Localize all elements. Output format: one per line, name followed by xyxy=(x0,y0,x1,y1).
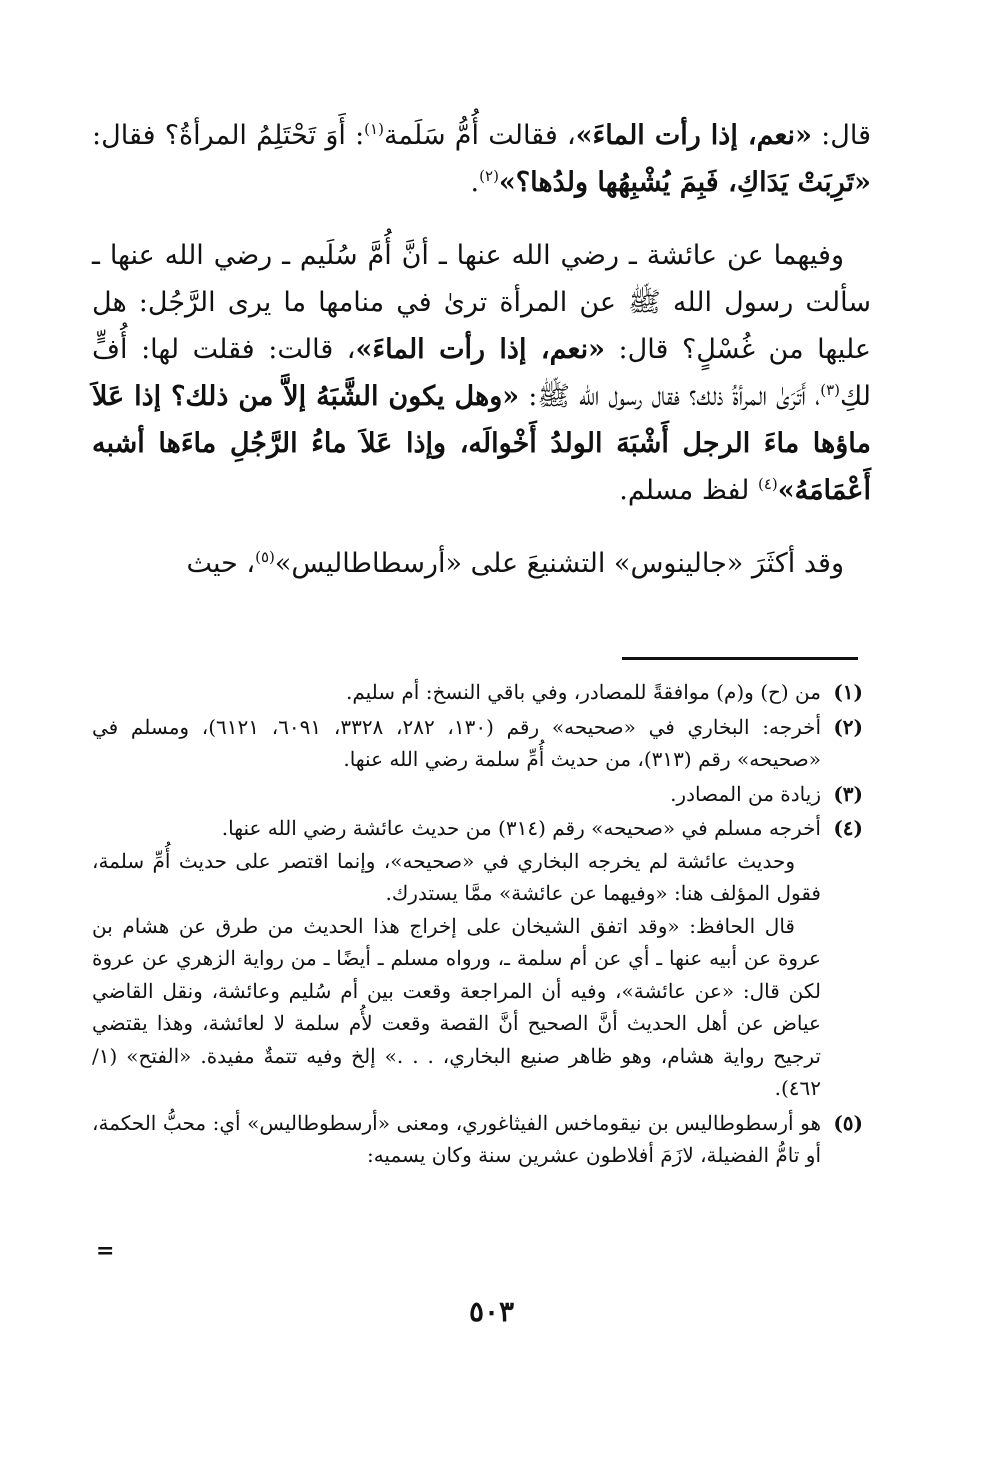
paragraph xyxy=(92,112,871,206)
footnote xyxy=(92,711,863,776)
footnote-ref[interactable]: (١) xyxy=(364,120,384,138)
paragraph xyxy=(92,232,871,514)
footnote-body xyxy=(92,812,821,1105)
text-run: ، أَتَرَىٰ المرأةُ ذلك؟ فقال رسول الله ﷺ: xyxy=(519,381,821,412)
hadith-quote: «نعم، إذا رأت الماءَ» xyxy=(355,334,605,365)
hadith-quote: «تَرِبَتْ يَدَاكِ، فَبِمَ يُشْبِهُها ولدُها؟» xyxy=(498,167,871,198)
footnote-ref[interactable]: (٣) xyxy=(820,381,840,399)
footnote xyxy=(92,812,863,1105)
footnote xyxy=(92,1107,863,1172)
text-run: وفيهما عن عائشة ـ رضي الله عنها ـ أنَّ أُمَّ سُلَيم ـ رضي الله عنها ـ سألت رسول الله ﷺ عن المرأة ترىٰ في منامها ما يرى الرَّجُل: هل عليها من غُسْلٍ؟ قال: xyxy=(92,240,872,365)
footnote xyxy=(92,778,863,811)
footnote-number: (٢) xyxy=(833,714,863,739)
text-run: قال: xyxy=(811,120,872,151)
footnote-number: (٤) xyxy=(833,816,863,840)
hadith-quote: «وهل يكون الشَّبَهُ إلاَّ من ذلك؟ إذا عَلاَ ماؤها ماءَ الرجل أَشْبَهَ الولدُ أَخْوالَه، وإذا عَلاَ ماءُ الرَّجُلِ ماءَها أشبه أَعْمَامَهُ» xyxy=(92,381,871,506)
footnote xyxy=(92,676,863,709)
text-run: ، قالت: فقلت لها: أُفٍّ لكِ xyxy=(92,334,871,412)
text-run: ، فقالت أُمُّ سَلَمة xyxy=(383,120,576,151)
footnote-text: أخرجه: البخاري في «صحيحه» رقم (١٣٠، ٢٨٢، ٣٣٢٨، ٦٠٩١، ٦١٢١)، ومسلم في «صحيحه» رقم (٣١٣)، من حديث أُمِّ سلمة رضي الله عنها. xyxy=(92,714,822,771)
continuation-mark: = xyxy=(96,1238,115,1264)
footnote-text: قال الحافظ: «وقد اتفق الشيخان على إخراج هذا الحديث من طرق عن هشام بن عروة عن أبيه عنها ـ أي عن أم سلمة ـ، ورواه مسلم ـ أيضًا ـ من رواية الزهري عن عروة لكن قال: «عن عائشة»، وفيه أن المراجعة وقعت بين أم سُليم وعائشة، ونقل القاضي عياض عن أهل الحديث أنَّ الصحيح أنَّ القصة وقعت لأُم سلمة لا لعائشة، وهذا يقتضي ترجيح رواية هشام، وهو ظاهر صنيع البخاري، . . .» إلخ وفيه تتمةٌ مفيدة. «الفتح» (١/ ٤٦٢). xyxy=(92,913,821,1100)
footnotes xyxy=(92,676,863,1174)
footnote-ref[interactable]: (٢) xyxy=(479,167,499,185)
footnote-ref[interactable]: (٤) xyxy=(757,475,778,493)
footnote-text: من (ح) و(م) موافقةً للمصادر، وفي باقي النسخ: أم سليم. xyxy=(345,680,821,704)
footnote-number: (٣) xyxy=(833,781,863,806)
text-run: . xyxy=(470,167,480,198)
footnote-ref[interactable]: (٥) xyxy=(255,548,275,566)
hadith-quote: «نعم، إذا رأت الماءَ» xyxy=(575,120,812,151)
text-run: ، حيث xyxy=(186,548,256,579)
paragraph xyxy=(92,540,871,587)
page-number: ٥٠٣ xyxy=(468,1295,515,1328)
footnote-body xyxy=(92,711,821,776)
footnote-body xyxy=(92,778,821,811)
footnote-text: وحديث عائشة لم يخرجه البخاري في «صحيحه»، وإنما اقتصر على حديث أُمِّ سلمة، فقول المؤلف هنا: «وفيهما عن عائشة» ممَّا يستدرك. xyxy=(92,848,821,905)
main-text xyxy=(92,112,871,587)
text-run: وقد أكثَرَ «جالينوس» التشنيعَ على «أرسطاطاليس» xyxy=(274,548,844,579)
footnote-text: زيادة من المصادر. xyxy=(670,781,821,806)
footnote-number: (١) xyxy=(833,680,863,704)
footnote-number: (٥) xyxy=(833,1110,863,1135)
text-run: : أَوَ تَحْتَلِمُ المرأةُ؟ فقال: xyxy=(92,120,365,151)
footnote-text: أخرجه مسلم في «صحيحه» رقم (٣١٤) من حديث عائشة رضي الله عنها. xyxy=(221,816,821,840)
footnote-body xyxy=(92,1107,821,1172)
footnote-separator xyxy=(622,657,858,660)
text-run: لفظ مسلم. xyxy=(619,475,758,506)
footnote-text: هو أرسطوطاليس بن نيقوماخس الفيثاغوري، ومعنى «أرسطوطاليس» أي: محبُّ الحكمة، أو تامُّ الفضيلة، لازَمَ أفلاطون عشرين سنة وكان يسميه: xyxy=(92,1110,821,1167)
footnote-body xyxy=(92,676,821,709)
